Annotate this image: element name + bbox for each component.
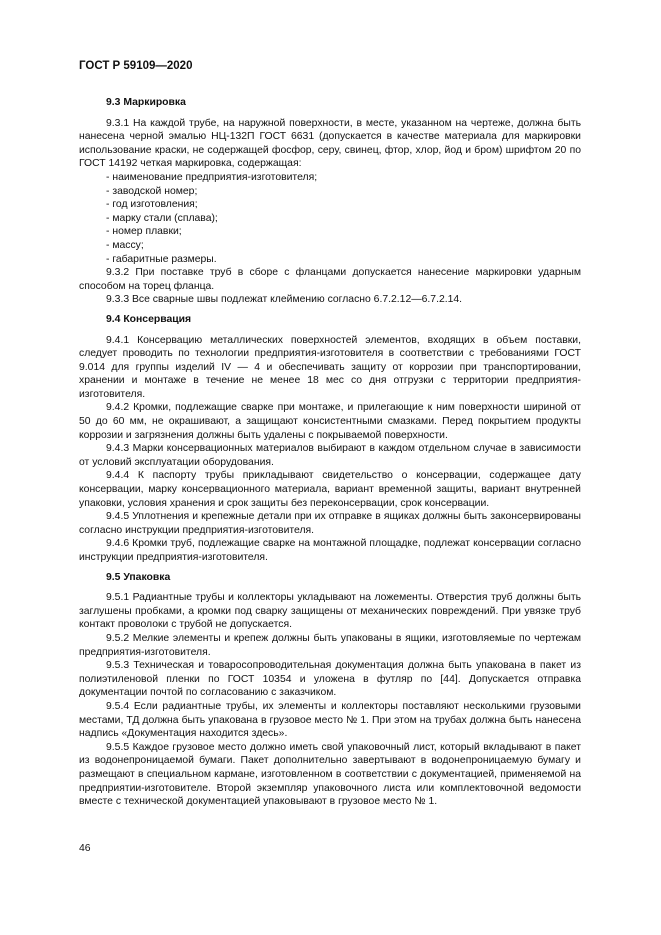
- paragraph: 9.4.2 Кромки, подлежащие сварке при монтаже, и прилегающие к ним поверхности шириной от 50 до 60 мм, не окрашивают, а защищают консистентными смазками. Перед покрытием продукты коррозии и загрязнения должны быть удалены с покрываемой поверхности.: [79, 402, 581, 441]
- list-item: - массу;: [106, 239, 144, 251]
- paragraph: 9.4.5 Уплотнения и крепежные детали при их отправке в ящиках должны быть законсервированы согласно инструкции предприятия-изготовителя.: [79, 511, 581, 536]
- paragraph: 9.3.3 Все сварные швы подлежат клеймению согласно 6.7.2.12—6.7.2.14.: [106, 294, 463, 306]
- document-header: ГОСТ Р 59109—2020: [79, 60, 193, 72]
- paragraph: 9.3.1 На каждой трубе, на наружной поверхности, в месте, указанном на чертеже, должна быть нанесена черной эмалью НЦ-132П ГОСТ 6631 (допускается в качестве материала для маркировки использование краски, не содержащей фосфор, серу, свинец, фтор, хлор, йод и бром) шрифтом 20 по ГОСТ 14192 четкая маркировка, содержащая:: [79, 117, 581, 170]
- paragraph: 9.5.3 Техническая и товаросопроводительная документация должна быть упакована в пакет из полиэтиленовой пленки по ГОСТ 10354 и уложена в футляр по [44]. Допускается отправка документации почтой по согласованию с заказчиком.: [79, 660, 581, 699]
- marking-list: [79, 171, 581, 266]
- section-title: 9.5 Упаковка: [106, 571, 171, 583]
- paragraph: 9.3.2 При поставке труб в сборе с фланцами допускается нанесение маркировки ударным способом на торец фланца.: [79, 267, 581, 292]
- paragraph: 9.4.4 К паспорту трубы прикладывают свидетельство о консервации, содержащее дату консервации, марку консервационного материала, вариант временной защиты, вариант внутренней упаковки, условия хранения и срок защиты без переконсервации, срок консервации.: [79, 470, 581, 509]
- list-item: - марку стали (сплава);: [106, 212, 218, 224]
- section-title: 9.3 Маркировка: [106, 97, 186, 108]
- paragraph: 9.5.4 Если радиантные трубы, их элементы и коллекторы поставляют несколькими грузовыми местами, ТД должна быть упакована в грузовое место № 1. При этом на трубах должна быть нанесена надпись «Документация находится здесь».: [79, 700, 581, 740]
- paragraph: 9.4.6 Кромки труб, подлежащие сварке на монтажной площадке, подлежат консервации согласно инструкции предприятия-изготовителя.: [79, 538, 581, 563]
- paragraph: 9.5.5 Каждое грузовое место должно иметь свой упаковочный лист, который вкладывают в пакет из водонепроницаемой бумаги. Пакет дополнительно завертывают в водонепроницаемую бумагу и размещают в специальном кармане, изготовленном в соответствии с документацией, применяемой на предприятии-изготовителе. Второй экземпляр упаковочного листа или комплектовочной ведомости вместе с технической документацией упаковывают в грузовое место № 1.: [79, 741, 581, 808]
- paragraph: 9.4.1 Консервацию металлических поверхностей элементов, входящих в объем поставки, следует проводить по технологии предприятия-изготовителя в соответствии с требованиями ГОСТ 9.014 для группы изделий IV — 4 и обеспечивать защиту от коррозии при транспортировании, хранении и монтаже в течение не менее 18 мес со дня отгрузки с территории предприятия-изготовителя.: [79, 334, 581, 400]
- paragraph: 9.5.1 Радиантные трубы и коллекторы укладывают на ложементы. Отверстия труб должны быть заглушены пробками, а кромки под сварку защищены от механических повреждений. При увязке труб контакт проволоки с трубой не допускается.: [79, 592, 581, 631]
- section-title: 9.4 Консервация: [106, 313, 192, 325]
- section-packing: [79, 571, 581, 809]
- list-item: - год изготовления;: [106, 199, 198, 211]
- section-marking: [79, 96, 581, 307]
- list-item: - наименование предприятия-изготовителя;: [106, 171, 318, 183]
- list-item: - номер плавки;: [106, 226, 182, 238]
- page-number: 46: [79, 843, 91, 854]
- list-item: - заводской номер;: [106, 185, 198, 197]
- paragraph: 9.4.3 Марки консервационных материалов выбирают в каждом отдельном случае в зависимости от условий эксплуатации оборудования.: [79, 443, 581, 468]
- paragraph: 9.5.2 Мелкие элементы и крепеж должны быть упакованы в ящики, изготовляемые по чертежам предприятия-изготовителя.: [79, 632, 581, 658]
- section-conservation: [79, 313, 581, 565]
- page-content: [79, 96, 581, 809]
- list-item: - габаритные размеры.: [106, 253, 217, 265]
